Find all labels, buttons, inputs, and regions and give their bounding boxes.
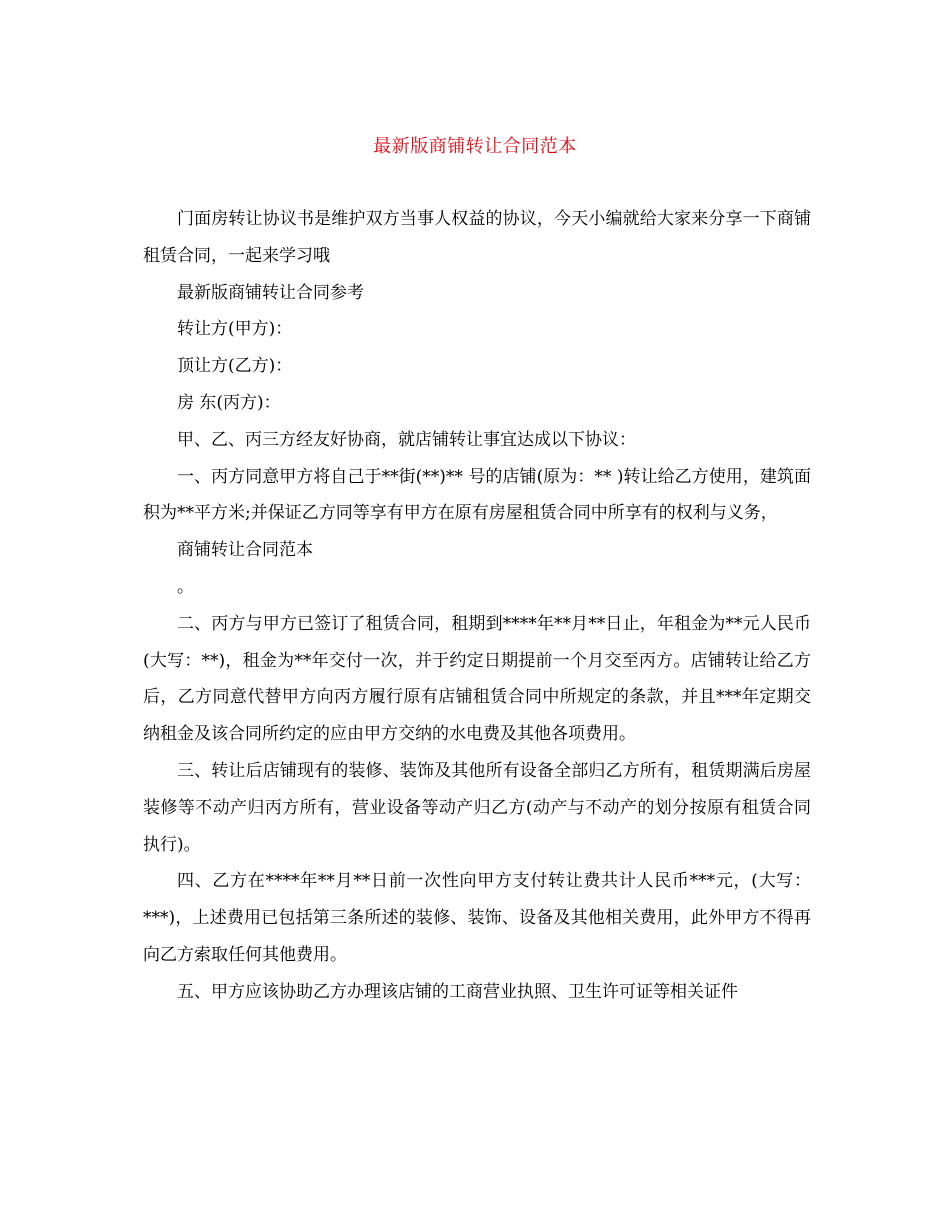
document-body xyxy=(143,201,811,1011)
paragraph-agreement-intro: 甲、乙、丙三方经友好协商，就店铺转让事宜达成以下协议： xyxy=(177,429,636,450)
paragraph-clause-1: 一、丙方同意甲方将自己于**街(**)** 号的店铺(原为：** )转让给乙方使用，建筑面积为**平方米;并保证乙方同等享有甲方在原有房屋租赁合同中所享有的权利与义务， xyxy=(143,466,811,524)
paragraph-party-a: 转让方(甲方)： xyxy=(177,319,293,340)
paragraph-subheading: 商铺转让合同范本 xyxy=(177,540,313,561)
paragraph-party-c: 房 东(丙方)： xyxy=(177,392,281,413)
document-title: 最新版商铺转让合同范本 xyxy=(373,136,577,157)
paragraph-clause-3: 三、转让后店铺现有的装修、装饰及其他所有设备全部归乙方所有，租赁期满后房屋装修等不动产归丙方所有，营业设备等动产归乙方(动产与不动产的划分按原有租赁合同执行)。 xyxy=(143,760,811,855)
paragraph-clause-2: 二、丙方与甲方已签订了租赁合同，租期到****年**月**日止，年租金为**元人民币(大写：**)，租金为**年交付一次，并于约定日期提前一个月交至丙方。店铺转让给乙方后，乙方同意代替甲方向丙方履行原有店铺租赁合同中所规定的条款，并且***年定期交纳租金及该合同所约定的应由甲方交纳的水电费及其他各项费用。 xyxy=(143,613,811,745)
paragraph-intro: 门面房转让协议书是维护双方当事人权益的协议，今天小编就给大家来分享一下商铺租赁合同，一起来学习哦 xyxy=(143,209,811,266)
paragraph-clause-5: 五、甲方应该协助乙方办理该店铺的工商营业执照、卫生许可证等相关证件 xyxy=(177,981,738,1002)
paragraph-period: 。 xyxy=(177,576,194,597)
paragraph-clause-4: 四、乙方在****年**月**日前一次性向甲方支付转让费共计人民币***元，(大写：***)，上述费用已包括第三条所述的装修、装饰、设备及其他相关费用，此外甲方不得再向乙方索取任何其他费用。 xyxy=(143,871,811,965)
paragraph-reference-heading: 最新版商铺转让合同参考 xyxy=(177,282,364,303)
paragraph-party-b: 顶让方(乙方)： xyxy=(177,356,293,377)
